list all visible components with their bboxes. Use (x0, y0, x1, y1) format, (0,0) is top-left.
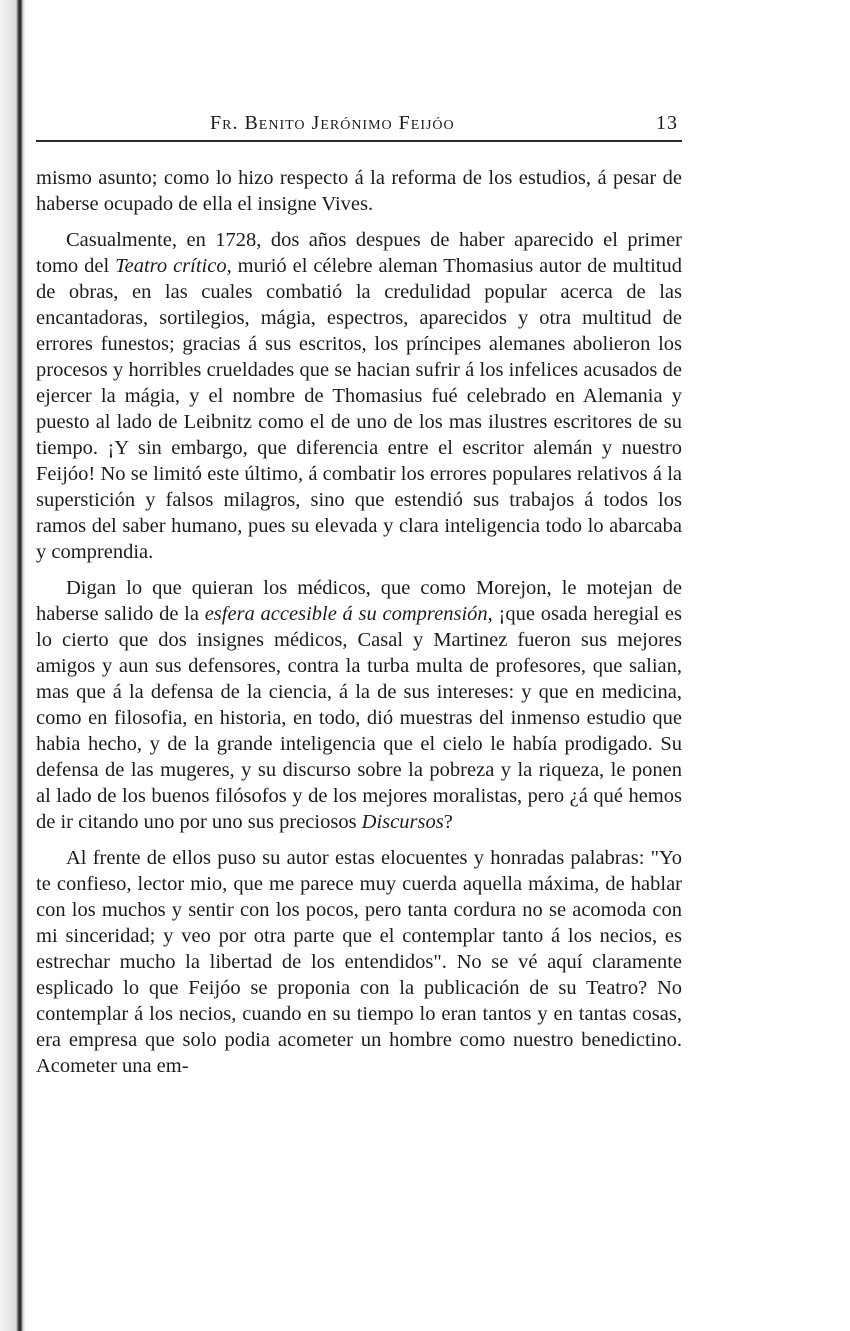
book-title-teatro-critico: Teatro crítico, (115, 255, 232, 277)
paragraph-2 (36, 227, 682, 565)
running-head: Fr. Benito Jerónimo Feijóo (210, 112, 455, 134)
header-rule (36, 140, 682, 142)
text-segment: mismo asunto; como lo hizo respecto á la reforma de los estudios, á pesar de haberse ocupado de ella el insigne Vives. (36, 167, 682, 215)
page-number: 13 (656, 112, 678, 134)
paragraph-4 (36, 845, 682, 1079)
text-segment: Digan lo que quieran los médicos, que como Morejon, le motejan de haberse salido de la (36, 577, 682, 625)
italic-quote: esfera accesible á su comprensión, (204, 603, 493, 625)
page-binding-edge (0, 0, 26, 1331)
text-segment: ? (443, 811, 453, 833)
book-title-discursos: Discursos (361, 811, 444, 833)
paragraph-3 (36, 575, 682, 835)
text-segment: ¡que osada heregial es lo cierto que dos insignes médicos, Casal y Martinez fueron sus mejores amigos y aun sus defensores, contra la turba multa de profesores, que salian, mas que á la defensa de la ciencia, á la de sus intereses: y que en medicina, como en filosofia, en historia, en todo, dió muestras del inmenso estudio que habia hecho, y de la grande inteligencia que el cielo le había prodigado. Su defensa de las mugeres, y su discurso sobre la pobreza y la riqueza, le ponen al lado de los buenos filósofos y de los mejores moralistas, pero ¿á qué hemos de ir citando uno por uno sus preciosos (36, 603, 682, 833)
page-header (36, 108, 682, 136)
paragraph-1 (36, 165, 682, 217)
text-segment: Al frente de ellos puso su autor estas elocuentes y honradas palabras: "Yo te confieso, lector mio, que me parece muy cuerda aquella máxima, de hablar con los muchos y sentir con los pocos, pero tanta cordura no se acomoda con mi sinceridad; y veo por otra parte que el contemplar tanto á los necios, es estrechar mucho la libertad de los entendidos". No se vé aquí claramente esplicado lo que Feijóo se proponia con la publicación de su Teatro? No contemplar á los necios, cuando en su tiempo lo eran tantos y en tantas cosas, era empresa que solo podia acometer un hombre como nuestro benedictino. Acometer una em- (36, 847, 682, 1077)
book-page (36, 108, 682, 1077)
body-text (36, 165, 682, 1089)
text-segment: Casualmente, en 1728, dos años despues de haber aparecido el primer tomo del (36, 229, 682, 277)
text-segment: murió el célebre aleman Thomasius autor de multitud de obras, en las cuales combatió la credulidad popular acerca de las encantadoras, sortilegios, mágia, espectros, aparecidos y otra multitud de errores funestos; gracias á sus escritos, los príncipes alemanes abolieron los procesos y horribles crueldades que se hacian sufrir á los infelices acusados de ejercer la mágia, y el nombre de Thomasius fué celebrado en Alemania y puesto al lado de Leibnitz como el de uno de los mas ilustres escritores de su tiempo. ¡Y sin embargo, que diferencia entre el escritor alemán y nuestro Feijóo! No se limitó este último, á combatir los errores populares relativos á la superstición y falsos milagros, sino que estendió sus trabajos á todos los ramos del saber humano, pues su elevada y clara inteligencia todo lo abarcaba y comprendia. (36, 255, 682, 563)
